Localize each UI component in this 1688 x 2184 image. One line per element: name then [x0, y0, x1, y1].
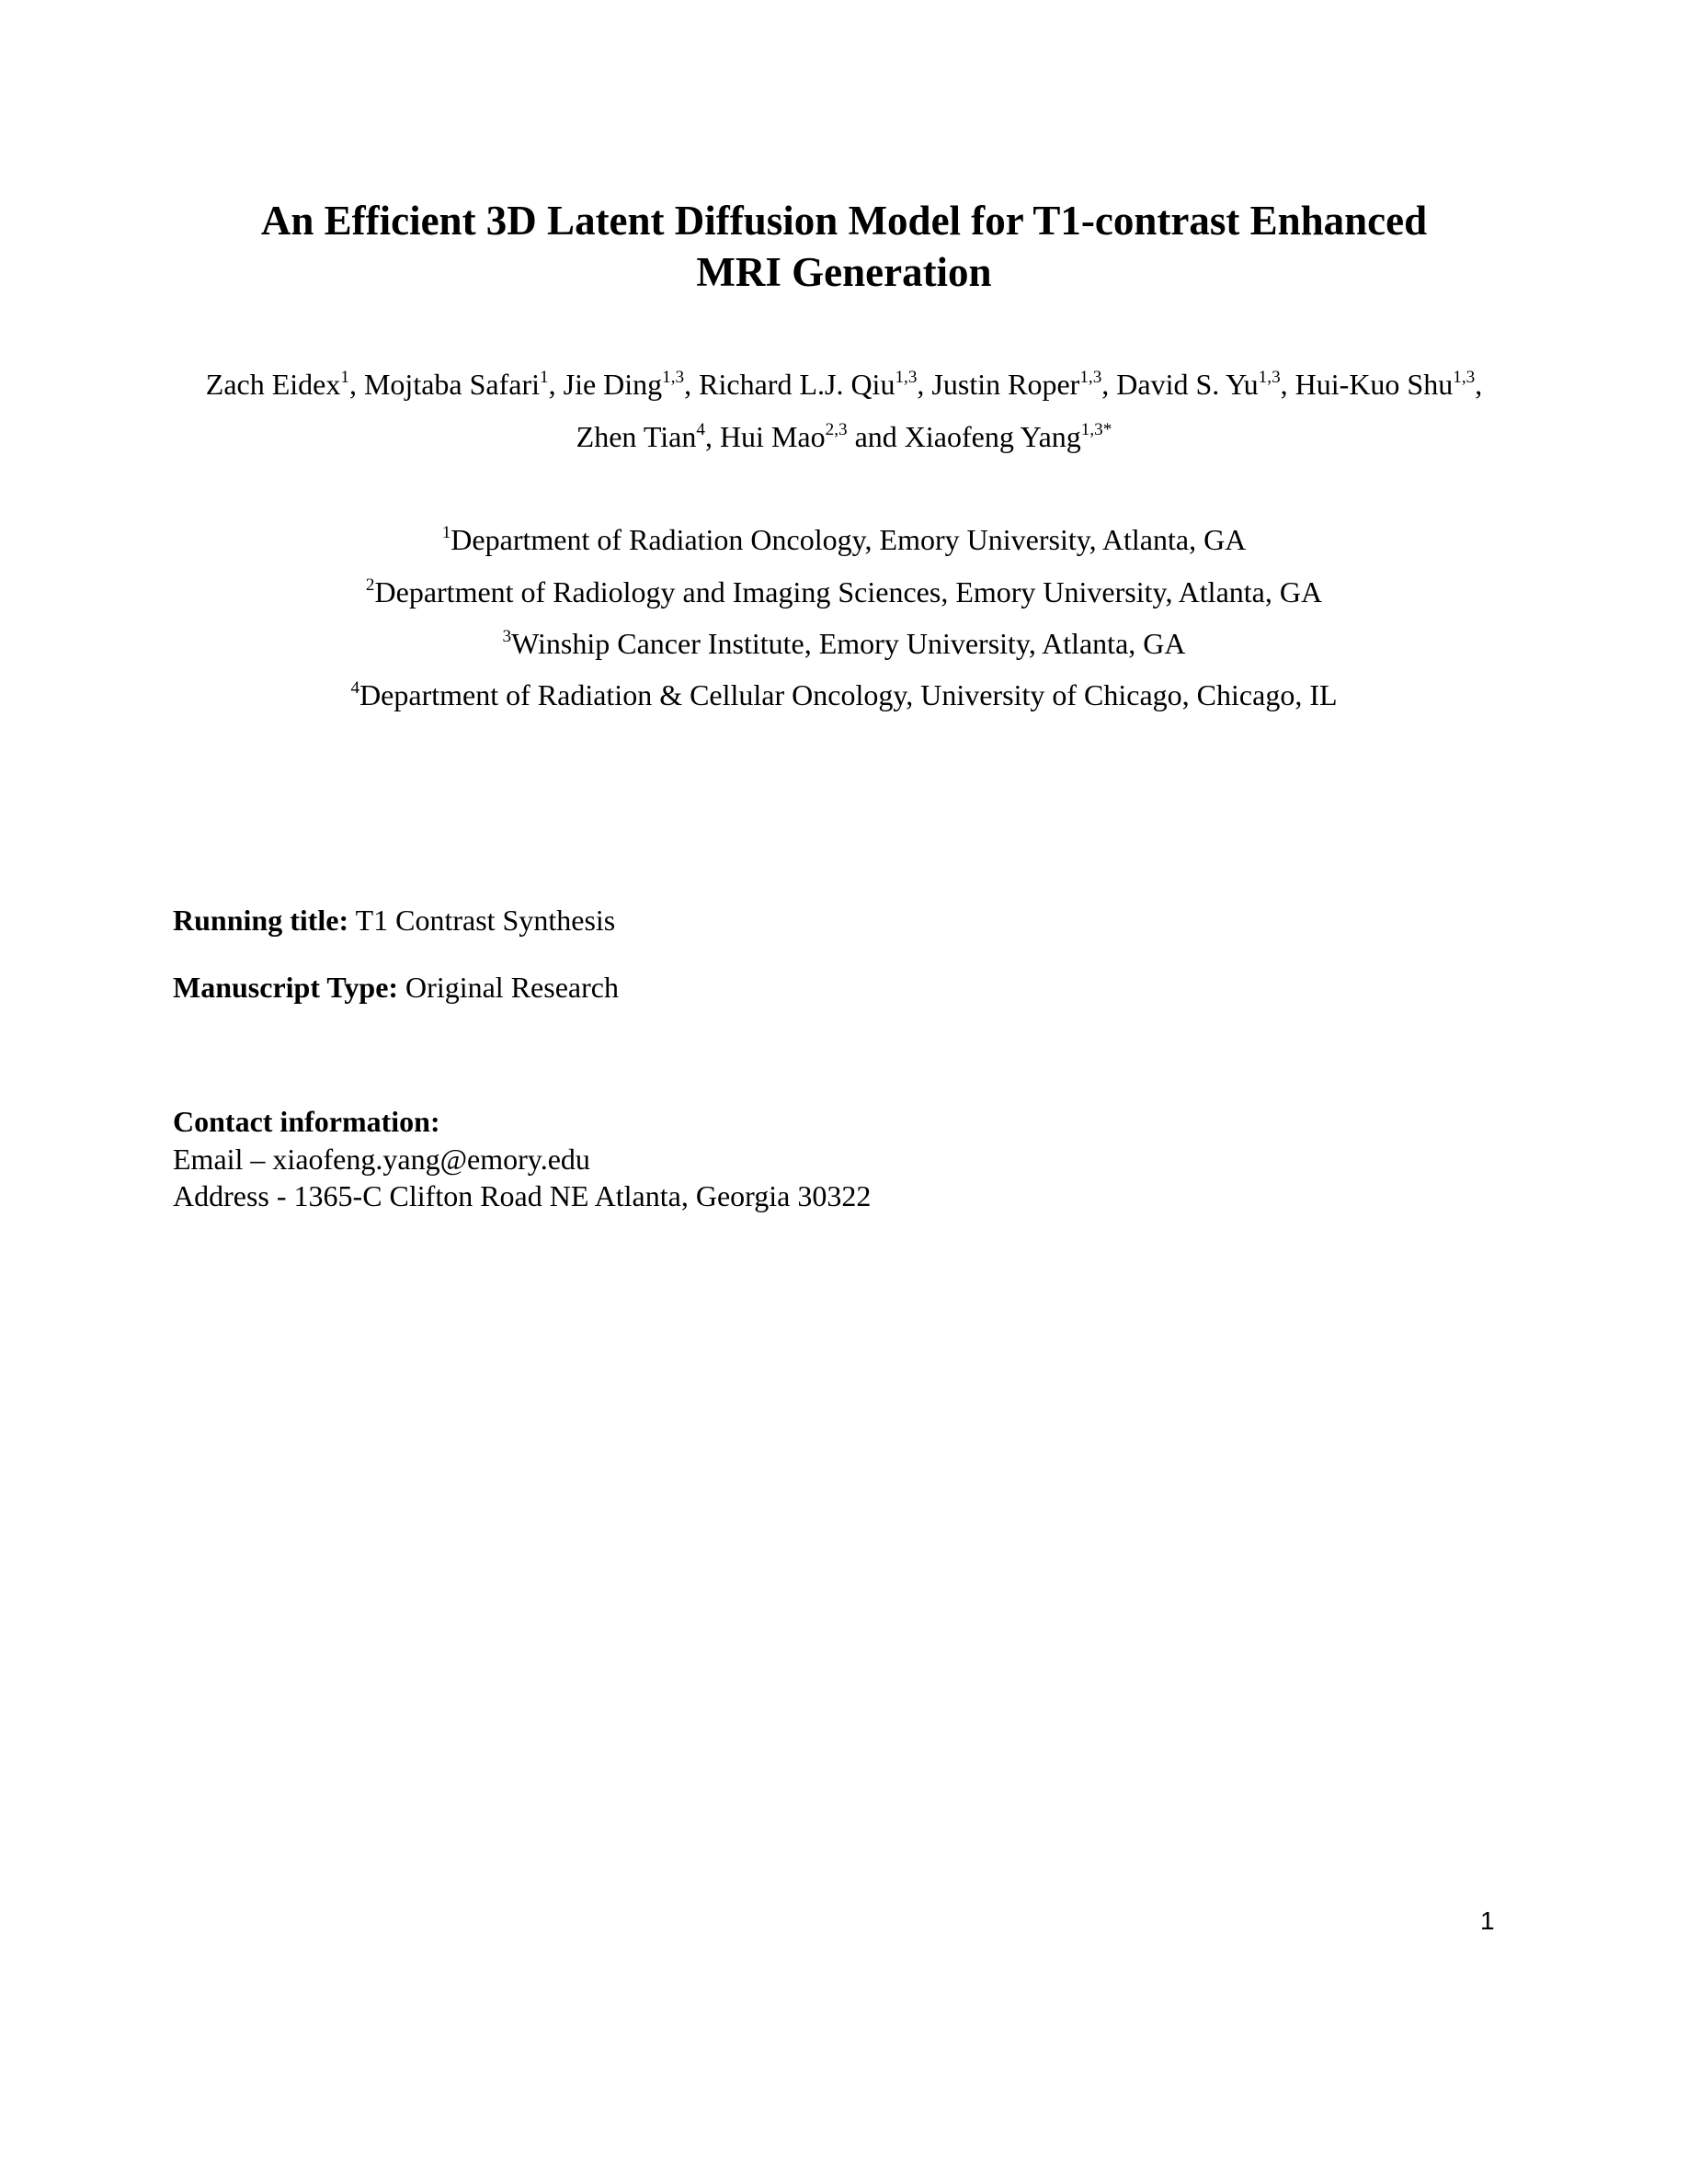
- paper-title-line-2: MRI Generation: [696, 249, 992, 295]
- author-separator: ,: [704, 420, 720, 453]
- author-separator: ,: [1101, 368, 1117, 401]
- manuscript-type-value: Original Research: [398, 971, 619, 1004]
- author-name: Justin Roper: [931, 368, 1080, 401]
- author-name: Hui-Kuo Shu: [1295, 368, 1454, 401]
- author-affiliation-marker: 1,3: [1079, 367, 1102, 387]
- author-affiliation-marker: 1,3: [662, 367, 685, 387]
- affiliation-text: Department of Radiation Oncology, Emory University, Atlanta, GA: [451, 523, 1247, 556]
- affiliation-4: [0, 677, 1688, 711]
- running-title-label: Running title:: [173, 904, 349, 937]
- author-affiliation-marker: 1,3*: [1080, 419, 1112, 439]
- author-separator: ,: [684, 368, 700, 401]
- author-name: Zhen Tian: [576, 420, 697, 453]
- manuscript-type-label: Manuscript Type:: [173, 971, 399, 1004]
- author-list-line-2: [0, 419, 1688, 453]
- contact-heading: [173, 1107, 440, 1136]
- affiliation-3: [0, 626, 1688, 660]
- author-name: Hui Mao: [719, 420, 826, 453]
- author-affiliation-marker: 1,3: [1453, 367, 1476, 387]
- affiliation-text: Department of Radiation & Cellular Oncology, University of Chicago, Chicago, IL: [359, 678, 1338, 711]
- running-title-value: T1 Contrast Synthesis: [348, 904, 616, 937]
- author-separator: ,: [548, 368, 564, 401]
- author-name: Zach Eidex: [205, 368, 341, 401]
- affiliation-number: 2: [365, 574, 375, 595]
- author-separator: and: [847, 420, 905, 453]
- author-separator: ,: [1280, 368, 1295, 401]
- manuscript-type: [173, 973, 619, 1002]
- email-label: Email –: [173, 1143, 273, 1176]
- author-affiliation-marker: 2,3: [825, 419, 848, 439]
- contact-email: [173, 1144, 590, 1174]
- running-title: [173, 905, 615, 935]
- author-separator: ,: [348, 368, 364, 401]
- author-affiliation-marker: 1,3: [895, 367, 918, 387]
- author-separator: ,: [1475, 368, 1483, 401]
- author-affiliation-marker: 1,3: [1258, 367, 1281, 387]
- author-affiliation-marker: 1: [340, 367, 349, 387]
- affiliation-number: 4: [350, 677, 360, 698]
- author-name: Xiaofeng Yang: [904, 420, 1081, 453]
- author-name: Richard L.J. Qiu: [699, 368, 895, 401]
- author-name: David S. Yu: [1116, 368, 1259, 401]
- author-affiliation-marker: 4: [696, 419, 705, 439]
- affiliation-number: 3: [502, 626, 512, 646]
- affiliation-1: [0, 522, 1688, 556]
- affiliation-text: Department of Radiology and Imaging Sciences, Emory University, Atlanta, GA: [374, 575, 1323, 609]
- affiliation-number: 1: [441, 522, 451, 542]
- author-affiliation-marker: 1: [540, 367, 549, 387]
- author-name: Mojtaba Safari: [363, 368, 541, 401]
- author-list-line-1: [0, 367, 1688, 401]
- author-separator: ,: [917, 368, 932, 401]
- contact-heading-text: Contact information:: [173, 1105, 440, 1138]
- affiliation-text: Winship Cancer Institute, Emory University, Atlanta, GA: [511, 627, 1186, 660]
- paper-title-line-1: An Efficient 3D Latent Diffusion Model for T1-contrast Enhanced: [260, 198, 1428, 244]
- author-name: Jie Ding: [563, 368, 663, 401]
- affiliation-2: [0, 574, 1688, 609]
- page-number: 1: [1480, 1906, 1495, 1935]
- email-link[interactable]: xiaofeng.yang@emory.edu: [272, 1143, 590, 1176]
- contact-address: Address - 1365-C Clifton Road NE Atlanta, Georgia 30322: [173, 1179, 872, 1212]
